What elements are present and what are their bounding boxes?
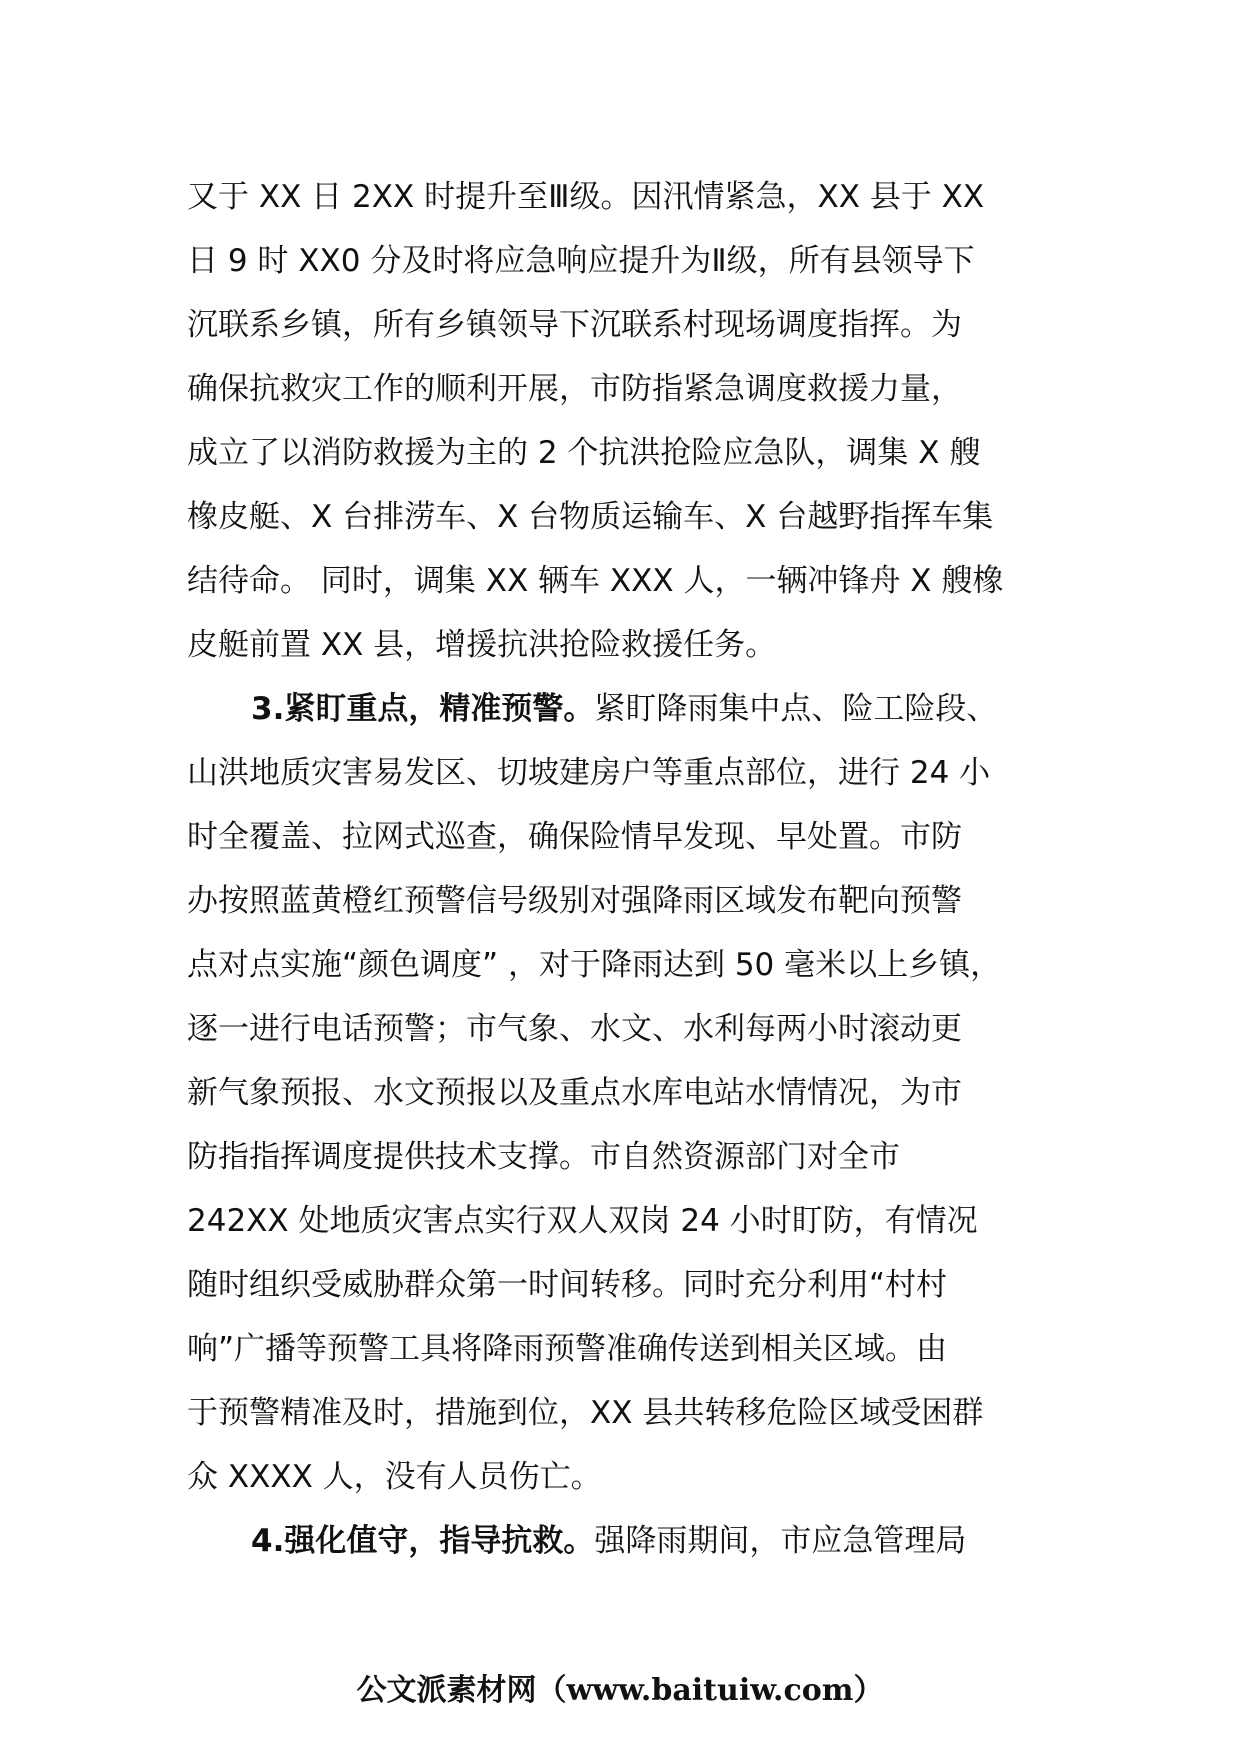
paragraph-line: 于预警精准及时，措施到位，XX 县共转移危险区域受困群 (187, 1395, 984, 1431)
section-3-first-line-text: 紧盯降雨集中点、险工险段、 (594, 691, 998, 727)
body-text (187, 165, 1087, 1573)
paragraph-line: 随时组织受威胁群众第一时间转移。同时充分利用“村村 (187, 1267, 948, 1303)
paragraph-line: 又于 XX 日 2XX 时提升至Ⅲ级。因汛情紧急，XX 县于 XX (187, 179, 985, 215)
section-4-heading: 4.强化值守，指导抗救。 (251, 1523, 595, 1559)
paragraph-line: 242XX 处地质灾害点实行双人双岗 24 小时盯防，有情况 (187, 1203, 978, 1239)
paragraph-line: 众 XXXX 人，没有人员伤亡。 (187, 1459, 602, 1495)
paragraph-line: 沉联系乡镇，所有乡镇领导下沉联系村现场调度指挥。为 (187, 307, 962, 343)
footer-watermark-text: 公文派素材网（www.baituiw.com） (356, 1673, 884, 1708)
paragraph-line: 皮艇前置 XX 县，增援抗洪抢险救援任务。 (187, 627, 777, 663)
paragraph-line: 防指指挥调度提供技术支撑。市自然资源部门对全市 (187, 1139, 900, 1175)
paragraph-line: 日 9 时 XX0 分及时将应急响应提升为Ⅱ级，所有县领导下 (187, 243, 975, 279)
section-4-first-line (187, 1509, 1087, 1573)
paragraph-line: 确保抗救灾工作的顺利开展，市防指紧急调度救援力量， (187, 371, 962, 407)
paragraph-line: 响”广播等预警工具将降雨预警准确传送到相关区域。由 (187, 1331, 948, 1367)
paragraph-line: 成立了以消防救援为主的 2 个抗洪抢险应急队，调集 X 艘 (187, 435, 981, 471)
section-3-first-line (187, 677, 1087, 741)
section-4-first-line-text: 强降雨期间，市应急管理局 (594, 1523, 967, 1559)
paragraph-line: 结待命。 同时，调集 XX 辆车 XXX 人，一辆冲锋舟 X 艘橡 (187, 563, 1004, 599)
paragraph-line: 逐一进行电话预警；市气象、水文、水利每两小时滚动更 (187, 1011, 962, 1047)
paragraph-line: 办按照蓝黄橙红预警信号级别对强降雨区域发布靶向预警 (187, 883, 962, 919)
paragraph-line: 山洪地质灾害易发区、切坡建房户等重点部位，进行 24 小 (187, 755, 991, 791)
paragraph-line: 点对点实施“颜色调度” ，对于降雨达到 50 毫米以上乡镇， (187, 947, 1002, 983)
paragraph-line: 时全覆盖、拉网式巡查，确保险情早发现、早处置。市防 (187, 819, 962, 855)
paragraph-line: 橡皮艇、X 台排涝车、X 台物质运输车、X 台越野指挥车集 (187, 499, 994, 535)
section-3-heading: 3.紧盯重点，精准预警。 (251, 691, 595, 727)
paragraph-line: 新气象预报、水文预报以及重点水库电站水情情况，为市 (187, 1075, 962, 1111)
